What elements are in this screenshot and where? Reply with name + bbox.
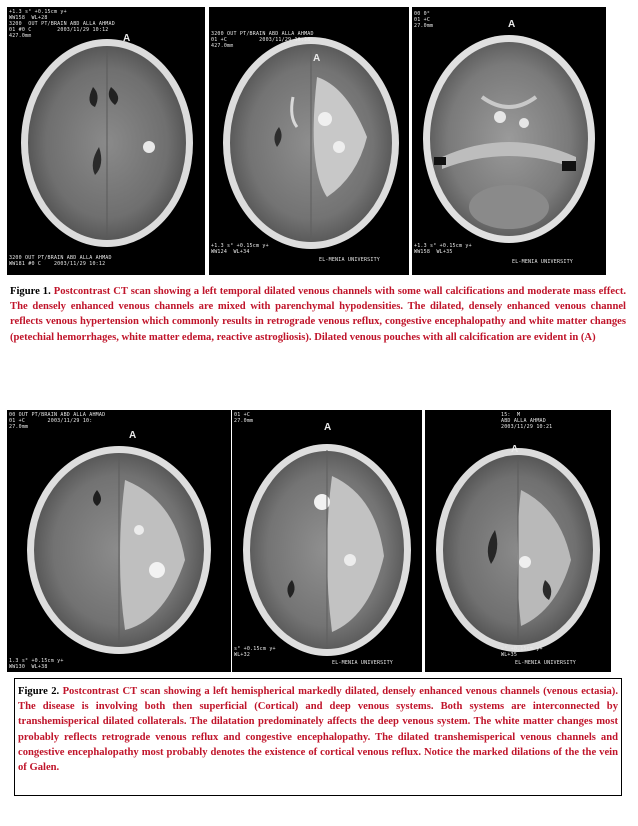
- scan-footer-text: s° +0.15cm y+ WL+32: [234, 646, 276, 658]
- scan-footer-text: +1.3 s° +0.15cm y+ WW158 WL+35: [414, 243, 472, 255]
- figure2-label: Figure 2.: [18, 686, 60, 697]
- scan-header-text: 3200 OUT PT/BRAIN ABD ALLA AHMAD 01 +C 2003/11/29 10:28 427.0mm: [211, 31, 314, 49]
- brain-ct-image: [412, 7, 606, 275]
- scan-institution-text: EL-MENIA UNIVERSITY: [319, 257, 380, 263]
- scan-orientation-letter: A: [511, 444, 519, 455]
- ct-scan-figure2-a: [7, 410, 231, 672]
- ct-scan-figure1-c: [412, 7, 606, 275]
- scan-header-text: +1.3 s° +0.15cm y+ WW158 WL+28 3200 OUT PT/BRAIN ABD ALLA AHMAD 01 #0 C 2003/11/29 10:12 427.0mm: [9, 9, 115, 39]
- ct-scan-figure1-a: [7, 7, 205, 275]
- scan-header-text: 00 0° 01 +C 27.0mm: [414, 11, 434, 29]
- scan-header-text: 15: M ABD ALLA AHMAD 2003/11/29 10:21: [501, 412, 553, 430]
- scan-footer-text: +1.3 s° +0.15cm y+ WW124 WL+34: [211, 243, 269, 255]
- scan-orientation-letter: A: [123, 33, 131, 44]
- scan-footer-text: 3200 OUT PT/BRAIN ABD ALLA AHMAD WW181 #0 C 2003/11/29 10:12: [9, 255, 112, 267]
- figure2-caption-text: Postcontrast CT scan showing a left hemispherical markedly dilated, densely enhanced venous channels (venous ectasia). The disease is involving both then superficial (Cortical) and deep venous systems. Both systems are interconnected by transhemisperical dilated collaterals. The dilatation predominately affects the deep venous system. The white matter changes most probably reflects retrograde venous reflux and congestive encephalopathy. The dilated transhemisperical venous channels and congestive encephalopathy most probably denotes the existence of cortical venous reflux. Notice the marked dilations of the the vein of Galen.: [18, 686, 618, 774]
- scan-orientation-letter: A: [313, 53, 321, 64]
- ct-scan-figure2-b: [232, 410, 422, 672]
- scan-orientation-letter: A: [508, 19, 516, 30]
- ct-scan-figure1-b: [209, 7, 409, 275]
- figure1-caption-text: Postcontrast CT scan showing a left temporal dilated venous channels with some wall calcifications and moderate mass effect. The densely enhanced venous channels are mixed with parenchymal hypodensities. The dilated, densely enhanced venous channel reflects venous hypertension which commonly results in retrograde venous reflux, congestive encephalopathy and white matter changes (petechial hemorrhages, white matter edema, reactive astrogliosis). Dilated venous pouches with all calcification are evident in (A): [10, 286, 626, 343]
- brain-ct-image: [7, 410, 231, 672]
- scan-header-text: 01 +C 27.0mm: [234, 412, 254, 424]
- scan-header-text: 00 OUT PT/BRAIN ABD ALLA AHMAD 01 +C 2003/11/29 10: 27.0mm: [9, 412, 106, 430]
- brain-ct-image: [7, 7, 205, 275]
- scan-institution-text: EL-MENIA UNIVERSITY: [332, 660, 393, 666]
- ct-scan-figure2-c: [425, 410, 611, 672]
- scan-orientation-letter: A: [129, 430, 137, 441]
- figure1-caption: [10, 284, 626, 345]
- figure1-label: Figure 1.: [10, 286, 51, 297]
- scan-footer-text: 1.3 s° +0.15cm y+ WW130 WL+38: [9, 658, 64, 670]
- scan-institution-text: EL-MENIA UNIVERSITY: [512, 259, 573, 265]
- figure2-caption: [18, 684, 618, 775]
- scan-orientation-letter: A: [324, 422, 332, 433]
- scan-institution-text: EL-MENIA UNIVERSITY: [515, 660, 576, 666]
- scan-footer-text: s° +0.15cm y+ WL+35: [501, 646, 543, 658]
- brain-ct-image: [232, 410, 422, 672]
